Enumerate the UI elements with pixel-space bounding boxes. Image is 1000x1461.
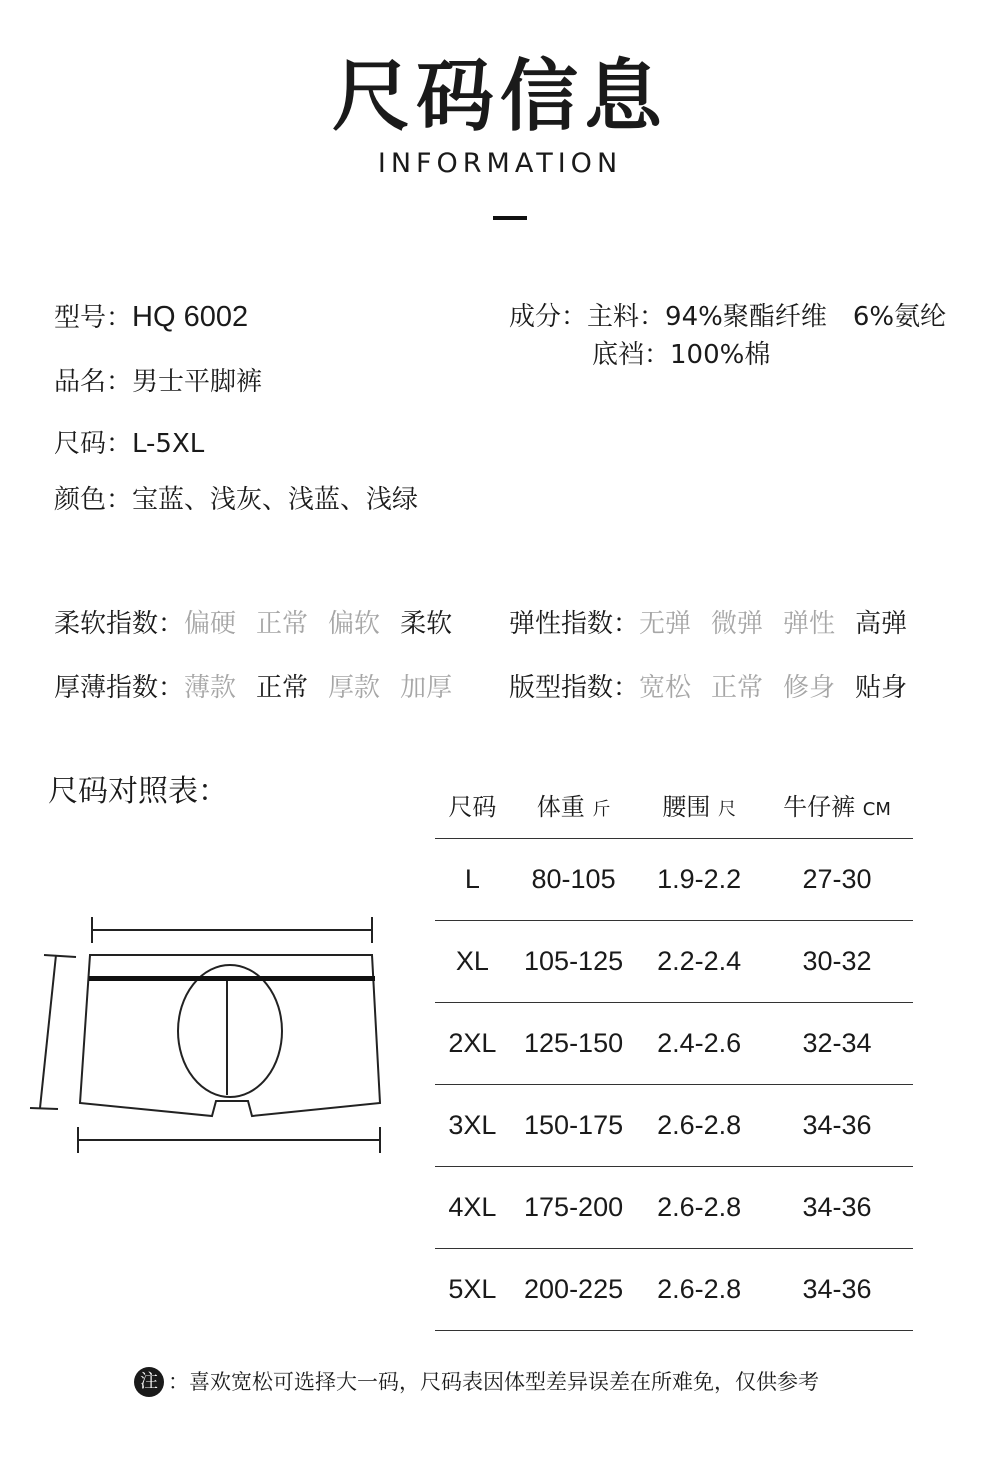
- model-value: HQ 6002: [132, 301, 249, 333]
- thickness-option: 厚款: [328, 673, 381, 703]
- elasticity-index: [509, 607, 927, 641]
- main-label: 主料：: [587, 302, 666, 332]
- waistband-stripe: [89, 976, 375, 981]
- waist-cell: 2.4-2.6: [637, 1003, 761, 1085]
- weight-cell: 200-225: [510, 1249, 638, 1331]
- table-header-row: [435, 770, 913, 839]
- fit-label: 版型指数：: [509, 673, 640, 703]
- header-waist-unit: 尺: [717, 798, 736, 820]
- jeans-cell: 30-32: [761, 921, 913, 1003]
- fit-option-selected: 贴身: [855, 673, 908, 703]
- weight-cell: 105-125: [510, 921, 638, 1003]
- color-row: [54, 483, 418, 517]
- softness-index: [54, 607, 472, 641]
- crotch-label: 底裆：: [592, 340, 671, 370]
- thickness-option: 加厚: [400, 673, 453, 703]
- size-table: [435, 770, 913, 1331]
- waist-cell: 2.6-2.8: [637, 1167, 761, 1249]
- elasticity-label: 弹性指数：: [509, 609, 640, 639]
- jeans-cell: 34-36: [761, 1167, 913, 1249]
- header-jeans: 牛仔裤 CM: [761, 770, 913, 839]
- composition-row: [509, 300, 946, 334]
- composition-label: 成分：: [509, 302, 588, 332]
- color-value: 宝蓝、浅灰、浅蓝、浅绿: [132, 485, 419, 515]
- page-title: 尺码信息: [331, 52, 668, 142]
- fit-index: [509, 671, 927, 705]
- size-cell: 2XL: [435, 1003, 510, 1085]
- header-size: 尺码: [435, 770, 510, 839]
- size-cell: 5XL: [435, 1249, 510, 1331]
- softness-option: 偏硬: [184, 609, 237, 639]
- size-cell: 3XL: [435, 1085, 510, 1167]
- table-row: [435, 1003, 913, 1085]
- weight-cell: 125-150: [510, 1003, 638, 1085]
- model-row: [54, 300, 248, 335]
- name-row: [54, 365, 262, 399]
- main-value: 94%聚酯纤维 6%氨纶: [665, 302, 947, 332]
- fit-option: 宽松: [639, 673, 692, 703]
- fit-option: 修身: [783, 673, 836, 703]
- waist-cell: 2.6-2.8: [637, 1085, 761, 1167]
- jeans-cell: 34-36: [761, 1085, 913, 1167]
- jeans-cell: 32-34: [761, 1003, 913, 1085]
- thickness-index: [54, 671, 472, 705]
- table-row: [435, 1249, 913, 1331]
- weight-cell: 150-175: [510, 1085, 638, 1167]
- name-label: 品名：: [54, 367, 133, 397]
- weight-cell: 80-105: [510, 839, 638, 921]
- crotch-row: [592, 338, 770, 372]
- table-row: [435, 921, 913, 1003]
- thickness-option-selected: 正常: [256, 673, 309, 703]
- title-divider: [493, 216, 527, 220]
- thickness-label: 厚薄指数：: [54, 673, 185, 703]
- elasticity-option: 微弹: [711, 609, 764, 639]
- softness-option-selected: 柔软: [400, 609, 453, 639]
- thickness-option: 薄款: [184, 673, 237, 703]
- jeans-cell: 27-30: [761, 839, 913, 921]
- waist-cell: 2.6-2.8: [637, 1249, 761, 1331]
- jeans-cell: 34-36: [761, 1249, 913, 1331]
- size-cell: L: [435, 839, 510, 921]
- elasticity-option: 无弹: [639, 609, 692, 639]
- table-row: [435, 1167, 913, 1249]
- softness-option: 偏软: [328, 609, 381, 639]
- header-waist: 腰围 尺: [637, 770, 761, 839]
- color-label: 颜色：: [54, 485, 133, 515]
- fit-option: 正常: [711, 673, 764, 703]
- page-subtitle: INFORMATION: [377, 148, 623, 179]
- waist-cell: 2.2-2.4: [637, 921, 761, 1003]
- underwear-diagram: [20, 905, 400, 1165]
- name-value: 男士平脚裤: [132, 367, 263, 397]
- softness-label: 柔软指数：: [54, 609, 185, 639]
- size-chart-title: 尺码对照表：: [48, 774, 228, 809]
- size-cell: 4XL: [435, 1167, 510, 1249]
- model-label: 型号：: [54, 303, 133, 333]
- softness-option: 正常: [256, 609, 309, 639]
- size-value: L-5XL: [132, 429, 205, 459]
- size-label: 尺码：: [54, 429, 133, 459]
- size-row: [54, 427, 204, 461]
- height-measure-line: [40, 955, 56, 1108]
- note-badge-icon: 注: [134, 1367, 164, 1397]
- size-cell: XL: [435, 921, 510, 1003]
- crotch-value: 100%棉: [670, 340, 771, 370]
- header-weight-unit: 斤: [592, 798, 611, 820]
- table-row: [435, 839, 913, 921]
- elasticity-option-selected: 高弹: [855, 609, 908, 639]
- header-weight: 体重 斤: [510, 770, 638, 839]
- table-row: [435, 1085, 913, 1167]
- weight-cell: 175-200: [510, 1167, 638, 1249]
- waist-cell: 1.9-2.2: [637, 839, 761, 921]
- footnote: [134, 1366, 819, 1398]
- elasticity-option: 弹性: [783, 609, 836, 639]
- header-jeans-unit: CM: [862, 798, 891, 820]
- note-text: ：喜欢宽松可选择大一码，尺码表因体型差异误差在所难免，仅供参考: [168, 1370, 819, 1394]
- pouch-outline: [178, 965, 282, 1097]
